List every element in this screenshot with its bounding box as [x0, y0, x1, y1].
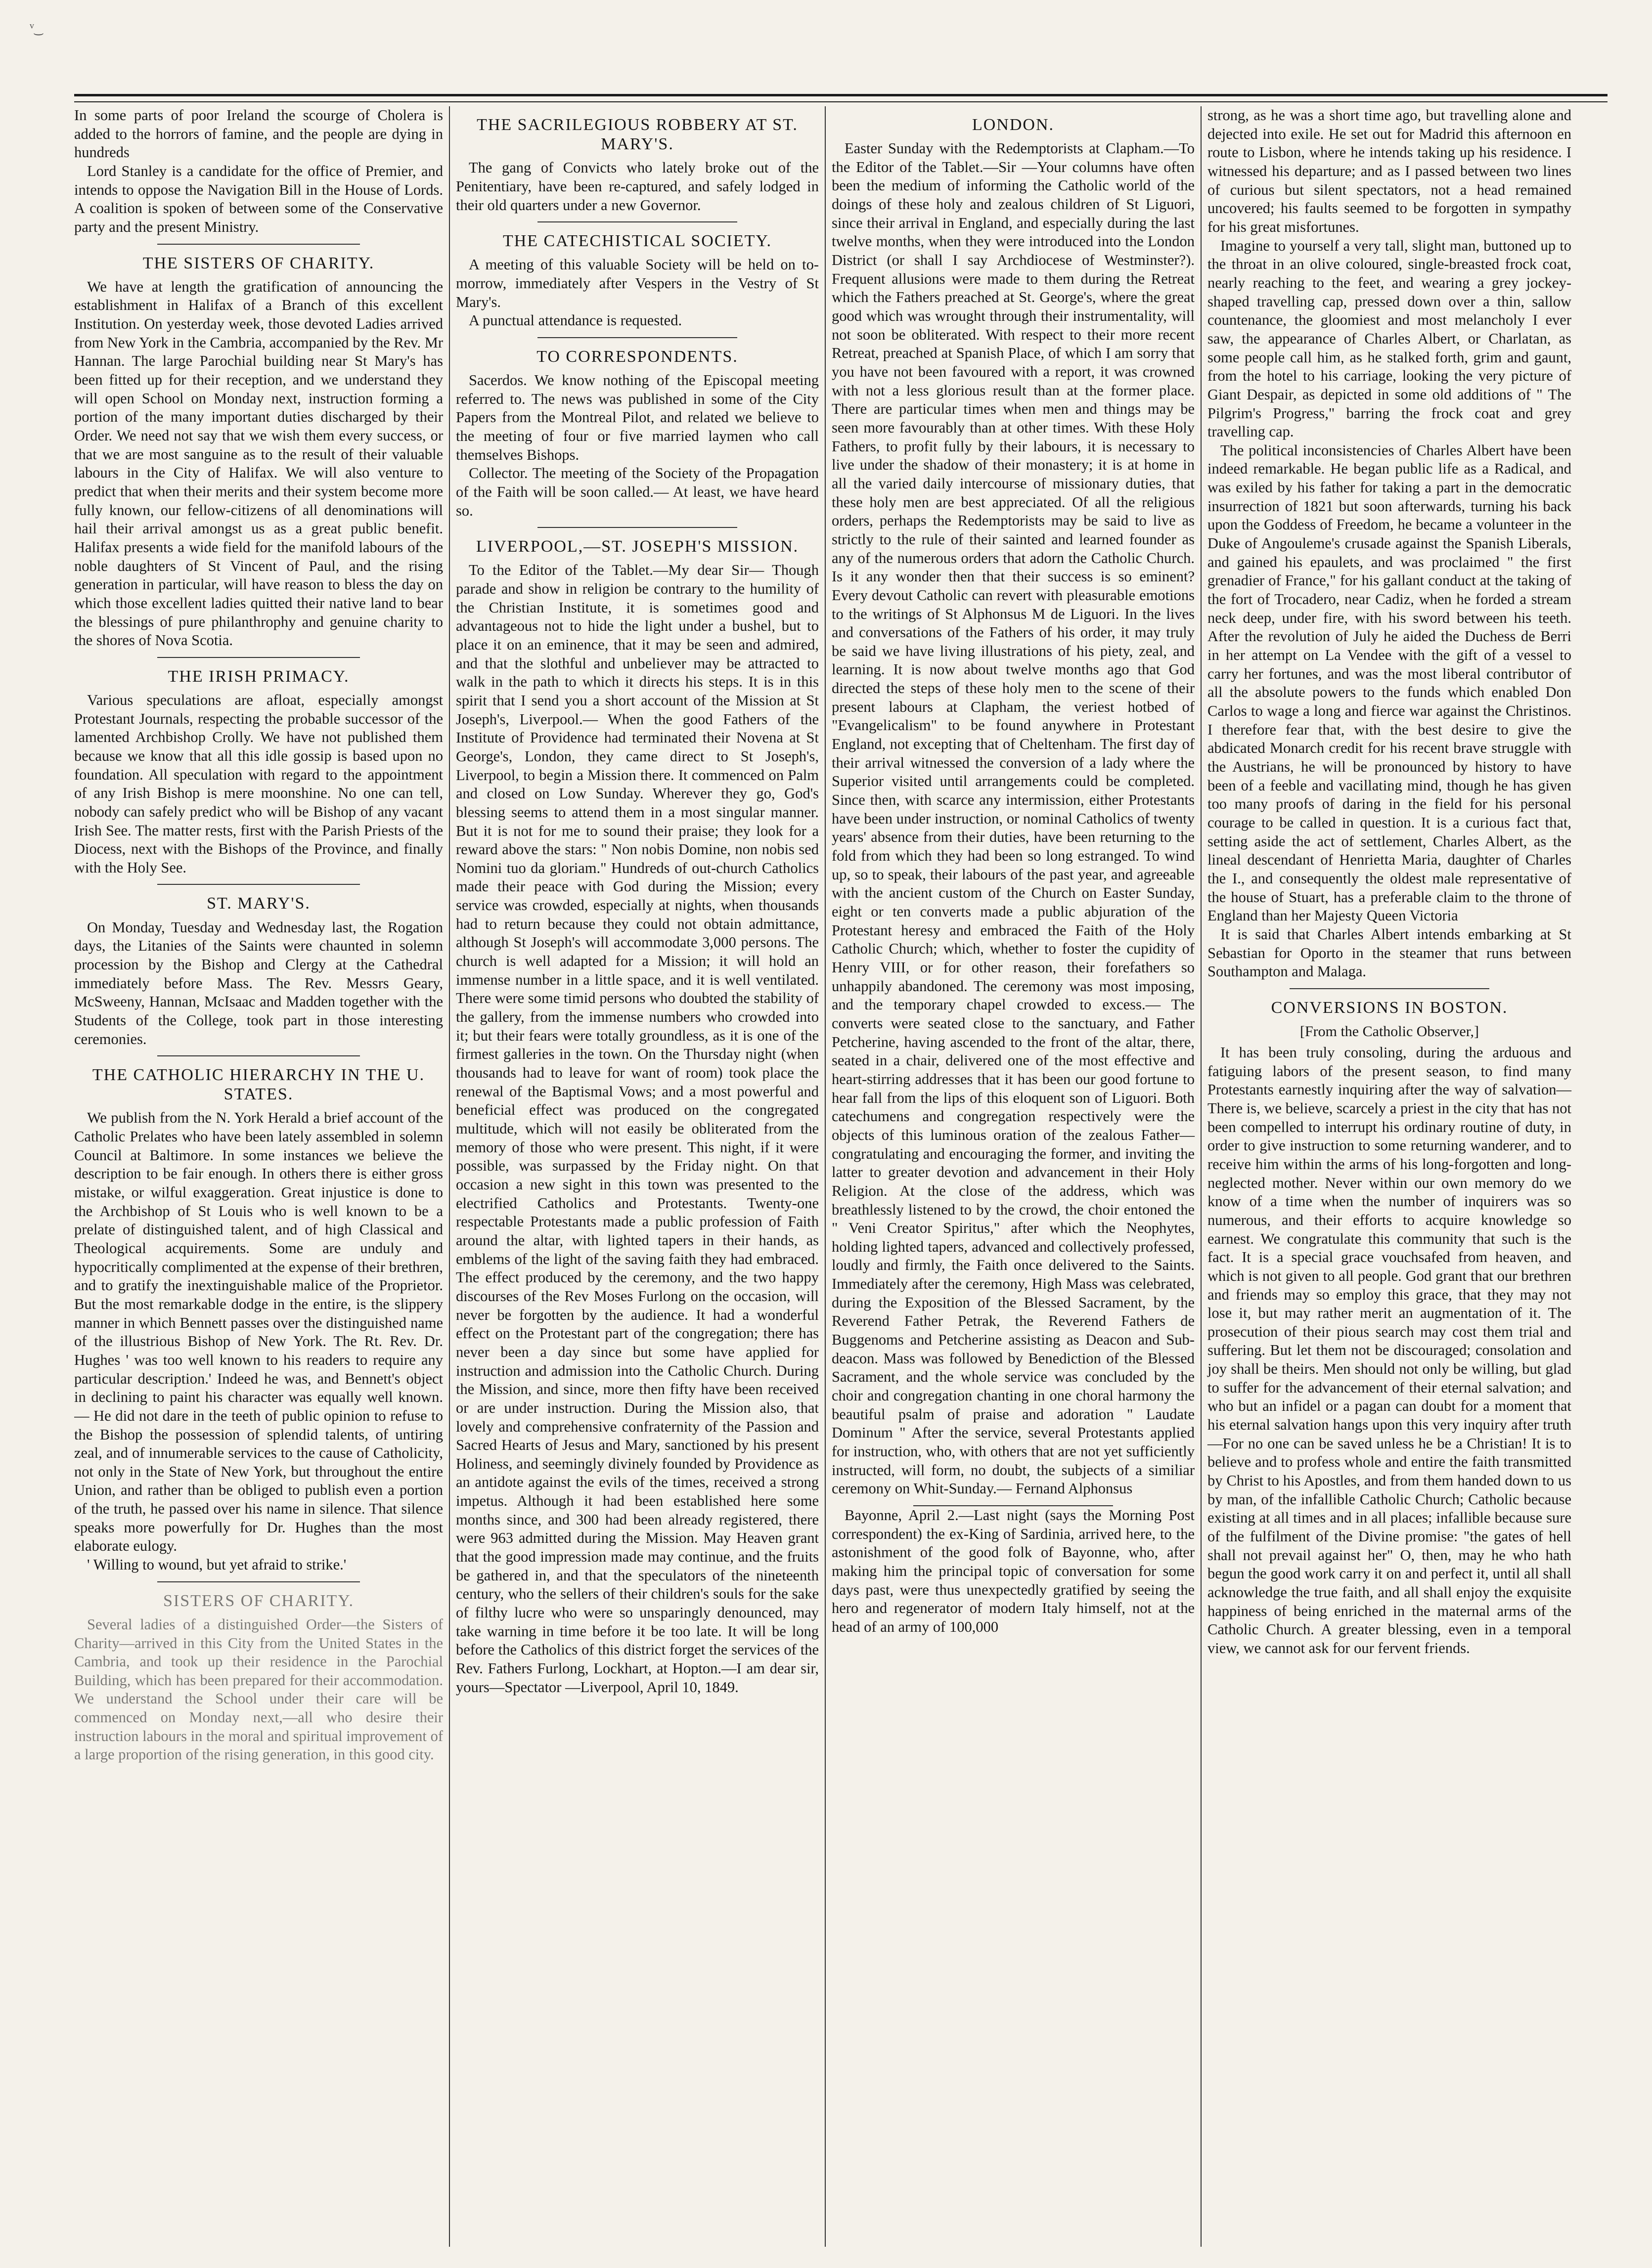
article-separator [157, 244, 360, 245]
column-1 [74, 106, 450, 2247]
article-separator [157, 1581, 360, 1582]
article-paragraph: We publish from the N. York Herald a brief account of the Catholic Prelates who have been lately assembled in solemn Council at Baltimore. In some instances we believe the description to be fair enough. In others there is either gross mistake, or wilful exaggeration. Great injustice is done to the Archbishop of St Louis who is well known to be a prelate of distinguished talent, and of high Classical and Theological acquirements. Some are unduly and hypocritically complimented at the expense of their brethren, and to gratify the inextinguishable malice of the Proprietor. But the most remarkable dodge in the entire, is the slippery manner in which Bennett passes over the distinguished name of the illustrious Bishop of New York. The Rt. Rev. Dr. Hughes ' was too well known to his readers to require any particular description.' Indeed he was, and Bennett's object in declining to paint his character was equally well known.— He did not dare in the teeth of public opinion to refuse to the Bishop the possession of splendid talents, of untiring zeal, and of innumerable services to the cause of Catholicity, not only in the State of New York, but throughout the entire Union, and rather than be obliged to publish even a portion of the truth, he passed over his name in silence. That silence speaks more powerfully for Dr. Hughes than the most elaborate eulogy. [74, 1109, 443, 1555]
column-2 [450, 106, 826, 2247]
article-heading: ST. MARY'S. [207, 894, 311, 913]
article-paragraph: Collector. The meeting of the Society of the Propagation of the Faith will be soon called.— At least, we have heard so. [456, 465, 819, 519]
article-heading: THE IRISH PRIMACY. [168, 667, 350, 686]
article [74, 106, 443, 245]
article-heading: THE SISTERS OF CHARITY. [142, 254, 375, 272]
article-heading: LONDON. [972, 116, 1055, 134]
header-rule [74, 94, 1607, 102]
article-separator [537, 527, 737, 528]
article-paragraph: In some parts of poor Ireland the scourge of Cholera is added to the horrors of famine, and the people are dying in hundreds [74, 107, 443, 161]
article-paragraph: It has been truly consoling, during the arduous and fatiguing labors of the present season, to find many Protestants earnestly inquiring after the way of salvation—There is, we believe, scarcely a priest in the city that has not been compelled to interrupt his ordinary routine of duty, in order to give instruction to some returning wanderer, and to receive him within the arms of his long-forgotten and long-neglected mother. Never within our own memory do we know of a time when the number of inquirers was so numerous, and their efforts to acquire knowledge so earnest. We congratulate this community that such is the fact. It is a special grace vouchsafed from heaven, and which is not given to all people. God grant that our brethren and friends may so employ this grace, that they may not lose it, but may rather merit an augmentation of it. The prosecution of their pious search may cost them trial and suffering. But let them not be discouraged; consolation and joy shall be theirs. Men should not only be willing, but glad to suffer for the advancement of their eternal salvation; and who but an infidel or a pagan can doubt for a moment that his eternal salvation hangs upon this very inquiry after truth —For no one can be saved unless he be a Christian! It is to believe and to profess whole and entire the faith transmitted by Christ to his Apostles, and from them handed down to us by man, of the infallible Catholic Church; Catholic because existing at all times and in all places; infallible because sure of the fulfilment of the Divine promise: "the gates of hell shall not prevail against her" O, then, may he who hath begun the good work carry it on and perfect it, until all shall acknowledge the true faith, and all shall enjoy the exquisite happiness of being enriched in the maternal arms of the Catholic Church. A greater blessing, even in a temporal view, we cannot ask for our fervent friends. [1207, 1044, 1571, 1657]
article-heading: THE CATHOLIC HIERARCHY IN THE U. STATES. [92, 1066, 425, 1104]
article [456, 347, 819, 528]
article-heading: TO CORRESPONDENTS. [536, 347, 738, 366]
article-heading: SISTERS OF CHARITY. [163, 1591, 354, 1610]
article-paragraph: To the Editor of the Tablet.—My dear Sir— Though parade and show in religion be contrary to the humility of the Christian Institute, it is sometimes good and advantageous not to hide the light under a bushel, but to place it on an eminence, that it may be seen and admired, and that the slothful and unbeliever may be attracted to walk in the path to which it directs his steps. It is in this spirit that I send you a short account of the Mission at St Joseph's, Liverpool.— When the good Fathers of the Institute of Providence had terminated their Novena at St George's, London, they came direct to St Joseph's, Liverpool, to begin a Mission there. It commenced on Palm and closed on Low Sunday. Wherever they go, God's blessing seems to attend them in a most singular manner. But it is not for me to sound their praise; they look for a reward above the stars: " Non nobis Domine, non nobis sed Nomini tuo da gloriam." Hundreds of out-church Catholics made their peace with God during the Mission; every service was crowded, especially at nights, when thousands had to return because they could not obtain admittance, although St Joseph's will accommodate 3,000 persons. The church is well adapted for a Mission; it will hold an immense number in a little space, and it is well ventilated. There were some timid persons who doubted the stability of the gallery, from the immense numbers who crowded into it; but their fears were totally groundless, as it is one of the firmest galleries in the town. On the Thursday night (when thousands had to leave for want of room) took place the renewal of the Baptismal Vows; and a most powerful and beneficial effect was produced on the congregated multitude, which will not easily be obliterated from the memory of those who were present. This night, if it were possible, was surpassed by the Friday night. On that occasion a new sight in this town was presented to the electrified Catholics and Protestants. Twenty-one respectable Protestants made a public profession of Faith around the altar, with lighted tapers in their hands, as emblems of the light of the saving faith they had embraced. The effect produced by the ceremony, and the two happy discourses of the Rev Moses Furlong on the occasion, will never be forgotten by the audience. It had a wonderful effect on the Protestant part of the congregation; there has never been a day since but some have applied for instruction and admission into the Catholic Church. During the Mission, and since, more then fifty have been received or are under instruction. During the Mission also, that lovely and comprehensive confraternity of the Passion and Sacred Hearts of Jesus and Mary, sanctioned by his present Holiness, and seemingly divinely founded by Providence as an antidote against the evils of the times, received a strong impetus. Although it had been established here some months since, and 300 had been already registered, there were 963 admitted during the Mission. May Heaven grant that the good impression made may continue, and the fruits be gathered in, and that the speculators of the nineteenth century, who the sellers of their children's souls for the sake of filthy lucre who were so unsparingly denounced, may take warning in time before it be too late. It will be long before the Catholics of this district forget the services of the Rev. Fathers Furlong, Lockhart, at Hopton.—I am dear sir, yours—Spectator —Liverpool, April 10, 1849. [456, 562, 819, 1696]
article-separator [537, 221, 737, 222]
article-paragraph: Sacerdos. We know nothing of the Episcopal meeting referred to. The news was published in some of the City Papers from the Montreal Pilot, and related we believe to the meeting of four or five married laymen who call themselves Bishops. [456, 371, 819, 463]
article [74, 254, 443, 658]
article [74, 1065, 443, 1582]
article-heading: LIVERPOOL,—ST. JOSEPH'S MISSION. [476, 537, 799, 556]
article-separator [157, 1055, 360, 1056]
article-subtitle: [From the Catholic Observer,] [1299, 1023, 1479, 1040]
column-3 [826, 106, 1202, 2247]
article [832, 115, 1195, 1506]
article [1207, 106, 1571, 989]
article [74, 1591, 443, 1764]
article [74, 667, 443, 885]
article [456, 115, 819, 222]
article-paragraph: On Monday, Tuesday and Wednesday last, the Rogation days, the Litanies of the Saints were chaunted in solemn procession by the Bishop and Clergy at the Cathedral immediately before Mass. The Rev. Messrs Geary, McSweeny, Hannan, McIsaac and Madden together with the Students of the College, took part in those interesting ceremonies. [74, 918, 443, 1047]
article-paragraph: Various speculations are afloat, especially amongst Protestant Journals, respecting the probable successor of the lamented Archbishop Crolly. We have not published them because we know that all this idle gossip is based upon no foundation. All speculation with regard to the appointment of any Irish Bishop is mere moonshine. No one can tell, nobody can safely predict who will be Bishop of any vacant Irish See. The matter rests, first with the Parish Priests of the Diocess, next with the Bishops of the Province, and finally with the Holy See. [74, 691, 443, 876]
article-paragraph: strong, as he was a short time ago, but travelling alone and dejected into exile. He set out for Madrid this afternoon en route to Lisbon, where he intends taking up his residence. I witnessed his departure; and as I passed between two lines of curious but silent spectators, not a head remained uncovered; his faults seemed to be forgotten in sympathy for his great misfortunes. [1207, 107, 1571, 235]
article-paragraph: It is said that Charles Albert intends embarking at St Sebastian for Oporto in the steamer that runs between Southampton and Malaga. [1207, 925, 1571, 980]
article-paragraph: The gang of Convicts who lately broke out of the Penitentiary, have been re-captured, and safely lodged in their old quarters under a new Governor. [456, 159, 819, 214]
article-heading: THE SACRILEGIOUS ROBBERY AT ST. MARY'S. [477, 116, 798, 154]
article [456, 231, 819, 338]
article-paragraph: ' Willing to wound, but yet afraid to strike.' [87, 1556, 347, 1573]
article-paragraph: Easter Sunday with the Redemptorists at Clapham.—To the Editor of the Tablet.—Sir —Your columns have often been the medium of informing the Catholic world of the doings of these holy and zealous children of St Liguori, since their arrival in England, and especially during the last twelve months, when they were introduced into the London District (or shall I say Archdiocese of Westminster?). Frequent allusions were made to them during the Retreat which the Fathers preached at St. George's, where the great good which was wrought through their instrumentality, will not soon be obliterated. With respect to their more recent Retreat, preached at Spanish Place, of which I am sorry that you have not been favoured with a report, it was crowned with not a less glorious result than at the former place. There are particular times when men and things may be seen more favourably than at other times. With these Holy Fathers, to profit fully by their labours, it is necessary to live under the shadow of their monastery; it is at home in all the varied daily intercourse of missionary duties, that these holy men are best appreciated. Of all the religious orders, perhaps the Redemptorists may be said to live as strictly to the rule of their sainted and learned founder as any of the numerous orders that adorn the Catholic Church. Is it any wonder then that their success is so eminent? Every devout Catholic can revert with pleasurable emotions to the writings of St Alphonsus M de Liguori. In the lives and conversations of the Fathers of his order, it may truly be said we have living illustrations of his piety, zeal, and learning. It is now about twelve months ago that God directed the steps of these holy men to the scene of their present labours at Clapham, the veriest hotbed of "Evangelicalism" to be found anywhere in Protestant England, not excepting that of Cheltenham. The first day of their arrival witnessed the conversion of a lady where the Superior visited until arrangements could be completed. Since then, with scarce any intermission, either Protestants have been under instruction, or nominal Catholics of twenty years' absence from their duties, have been returning to the fold from which they had been so long estranged. To wind up, so to speak, their labours of the past year, and agreeable with the ancient custom of the Church on Easter Sunday, eight or ten converts made a public abjuration of the Protestant heresy and embraced the Faith of the Holy Catholic Church; which, whether to foster the cupidity of Henry VIII, or for other reason, their forefathers so unhappily abandoned. The ceremony was most imposing, and the temporary chapel crowded to excess.— The converts were seated close to the sanctuary, and Father Petcherine, having ascended to the front of the altar, there, seated in a chair, delivered one of the most effective and heart-stirring addresses that it has been our good fortune to hear fall from the lips of this eloquent son of Liguori. Both catechumens and congregation respectively were the objects of this luminous oration of the zealous Father—congratulating and encouraging the former, and inviting the latter to greater devotion and advancement in their Holy Religion. At the close of the address, which was breathlessly listened to by the crowd, the choir entoned the " Veni Creator Spiritus," after which the Neophytes, holding lighted tapers, advanced and collectively professed, loudly and firmly, the Faith once delivered to the Saints. Immediately after the ceremony, High Mass was celebrated, during the Exposition of the Blessed Sacrament, by the Reverend Father Petrak, the Reverend Fathers de Buggenoms and Petcherine assisting as Deacon and Sub-deacon. Mass was followed by Benediction of the Blessed Sacrament, and the whole service was concluded by the choir and congregation chanting in one choral harmony the beautiful psalm of praise and adoration " Laudate Dominum " After the service, several Protestants applied for instruction, who, with others that are not yet sufficiently instructed, will form, no doubt, the subjects of a similiar ceremony on Whit-Sunday.— Fernand Alphonsus [832, 140, 1195, 1497]
article [1207, 998, 1571, 1658]
article-separator [1290, 988, 1490, 989]
article [832, 1506, 1195, 1637]
article-heading: THE CATECHISTICAL SOCIETY. [502, 232, 772, 251]
article-heading: CONVERSIONS IN BOSTON. [1271, 998, 1508, 1017]
article-paragraph: A punctual attendance is requested. [469, 312, 682, 329]
article-paragraph: We have at length the gratification of announcing the establishment in Halifax of a Branch of this excellent Institution. On yesterday week, those devoted Ladies arrived from New York in the Cambria, accompanied by the Rev. Mr Hannan. The large Parochial building near St Mary's has been fitted up for their reception, and we understand they will open School on Monday next, instruction forming a portion of the many important duties discharged by their Order. We need not say that we wish them every success, or that we are most sanguine as to the result of their valuable labours in the City of Halifax. We will also venture to predict that when their merits and their system become more fully known, our fellow-citizens of all denominations will hail their arrival amongst us as a great public benefit. Halifax presents a wide field for the manifold labours of the noble daughters of St Vincent of Paul, and the rising generation in particular, will have reason to bless the day on which those excellent ladies quitted their native land to bear the blessings of pure philanthrophy and genuine charity to the shores of Nova Scotia. [74, 278, 443, 649]
article-separator [157, 884, 360, 885]
newspaper-page [74, 106, 1607, 2247]
article-paragraph: Several ladies of a distinguished Order—the Sisters of Charity—arrived in this City from the United States in the Cambria, and took up their residence in the Parochial Building, which has been prepared for their accommodation. We understand the School under their care will be commenced on Monday next,—all who desire their instruction labours in the moral and spiritual improvement of a large proportion of the rising generation, in this good city. [74, 1615, 443, 1763]
article-separator [537, 337, 737, 338]
column-4 [1202, 106, 1577, 2247]
corner-mark: ᵛ͜ [30, 20, 34, 36]
article [74, 894, 443, 1056]
article-paragraph: Bayonne, April 2.—Last night (says the Morning Post correspondent) the ex-King of Sardinia, arrived here, to the astonishment of the good folk of Bayonne, who, after making him the principal topic of conversation for some days past, were thus unexpectedly gratified by seeing the hero and regenerator of modern Italy himself, not at the head of an army of 100,000 [832, 1507, 1195, 1635]
article [456, 537, 819, 1697]
article-paragraph: Imagine to yourself a very tall, slight man, buttoned up to the throat in an olive coloured, single-breasted frock coat, nearly reaching to the feet, and wearing a grey jockey-shaped travelling cap, pressed down over a thin, sallow countenance, the gloomiest and most melancholy I ever saw, the appearance of Charles Albert, or Charlatan, as some people call him, as he stalked forth, grim and gaunt, from the hotel to his carriage, looking the very picture of Giant Despair, as depicted in some old additions of " The Pilgrim's Progress," barring the frock coat and grey travelling cap. [1207, 237, 1571, 440]
article-paragraph: A meeting of this valuable Society will be held on to-morrow, immediately after Vespers in the Vestry of St Mary's. [456, 256, 819, 310]
article-paragraph: Lord Stanley is a candidate for the office of Premier, and intends to oppose the Navigation Bill in the House of Lords. A coalition is spoken of between some of the Conservative party and the present Ministry. [74, 162, 443, 235]
article-separator [157, 657, 360, 658]
article-paragraph: The political inconsistencies of Charles Albert have been indeed remarkable. He began public life as a Radical, and was exiled by his father for taking a part in the democratic insurrection of 1821 but soon afterwards, turning his back upon the Goddess of Freedom, he became a volunteer in the Duke of Angouleme's crusade against the Spanish Liberals, and gained his epaulets, and was proclaimed " the first grenadier of France," for his gallant conduct at the taking of the fort of Trocadero, near Cadiz, when he forded a stream neck deep, under fire, with his sword between his teeth. After the revolution of July he aided the Duchess de Berri in her attempt on La Vendee with the gift of a vessel to carry her fortunes, and was the most liberal contributor of all the absolute powers to the funds which enabled Don Carlos to wage a long and fierce war against the Christinos. I therefore fear that, with the best desire to give the abdicated Monarch credit for his recent brave struggle with the Austrians, he will be pronounced by history to have been of a feeble and vacillating mind, though he has given too many proofs of daring in the field for his personal courage to be called in question. It is a curious fact that, setting aside the act of settlement, Charles Albert, as the lineal descendant of Henrietta Maria, daughter of Charles the I., and consequently the oldest male representative of the house of Stuart, has a preferable claim to the throne of England than her Majesty Queen Victoria [1207, 441, 1571, 924]
